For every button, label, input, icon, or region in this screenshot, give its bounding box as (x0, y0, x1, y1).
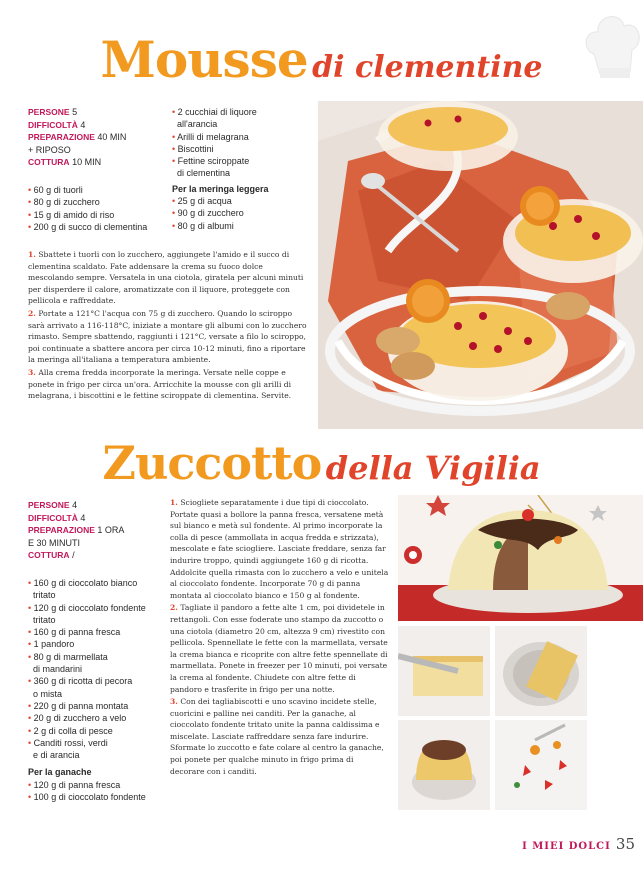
recipe2-meta (28, 499, 124, 562)
step: 2. Tagliate il pandoro a fette alte 1 cm, poi dividetele in rettangoli. Con esse foderate uno stampo da zuccotto o una ciotola (diametro 20 cm, altezza 9 cm) rivestito con pellicola. Spennellate le fette con la marmellata, versate la crema bianca e ricoprite con altre fette spennellate di marmellata. Ponete in freezer per 10 minuti, poi versate la crema al fondente. Chiudete con altre fette di pandoro e trasferite in frigo per una notte. (170, 603, 388, 694)
magazine-name: I MIEI DOLCI (522, 841, 611, 852)
recipe1-meta (28, 106, 126, 169)
meta-row: COTTURA / (28, 550, 75, 560)
ingredient-item: • 120 g di panna fresca (28, 779, 121, 790)
step: 2. Portate a 121°C l'acqua con 75 g di zucchero. Quando lo sciroppo sarà arrivato a 116-118°C, iniziate a montare gli albumi con lo zucchero rimasto. Sempre sbattendo, raggiunti i 121°C, versate a filo lo sciroppo, poi continuate a sbattere ancora per circa 10-12 minuti, fino a riportare la meringa all'italiana a temperatura ambiente. (28, 308, 307, 365)
ingredient-item: • Arilli di melagrana (172, 131, 249, 142)
ingredient-item: di mandarini (33, 664, 83, 675)
ingredient-item: o mista (33, 688, 63, 699)
ingredient-item: • Canditi rossi, verdi (28, 737, 108, 748)
recipe2-ingredients (28, 577, 146, 803)
zuccotto-main-photo (398, 495, 643, 621)
meta-row: PREPARAZIONE 1 ORA (28, 525, 125, 535)
recipe1-title-sub: di clementine (312, 50, 543, 85)
step: 3. Con dei tagliabiscotti e uno scavino incidete stelle, cuoricini e palline nei canditi. Per la ganache, al cioccolato fondente tritato unite la panna caldissima e miscelate. Lasciate raffreddare senza fare indurire. Sformate lo zuccotto e fate colare al centro la ganache, poi ponete per qualche minuto in frigo prima di decorare con i canditi. (170, 697, 384, 776)
ingredient-item: • 80 g di albumi (172, 220, 234, 231)
ganache-subhead: Per la ganache (28, 767, 92, 778)
ingredient-item: tritato (33, 614, 56, 625)
ingredient-item: • 100 g di cioccolato fondente (28, 792, 146, 803)
step: 3. Alla crema fredda incorporate la meringa. Versate nelle coppe e ponete in frigo per circa un'ora. Arricchite la mousse con gli arilli di melagrana, i biscottini e le fettine sciroppate di clementina. Servite. (28, 367, 292, 401)
ingredient-item: • 120 g di cioccolato fondente (28, 602, 146, 613)
ingredient-item: • 160 g di panna fresca (28, 627, 121, 638)
ingredient-item: • 200 g di succo di clementina (28, 221, 148, 232)
recipe2-steps (170, 497, 390, 778)
ingredient-item: • 90 g di zucchero (172, 208, 244, 219)
step-photo-canditi (495, 720, 587, 810)
recipe2-title-main: Zuccotto (102, 436, 322, 490)
ingredient-item: • 25 g di acqua (172, 196, 232, 207)
meta-row: PERSONE 4 (28, 500, 78, 510)
recipe1-title (0, 30, 643, 89)
ingredient-item: • 360 g di ricotta di pecora (28, 676, 133, 687)
ingredient-item: • Fettine sciroppate (172, 156, 250, 167)
step-photo-cut-pandoro (398, 626, 490, 716)
ingredient-item: e di arancia (33, 750, 80, 761)
meta-row: PERSONE 5 (28, 107, 78, 117)
recipe2-title (0, 436, 643, 490)
ingredient-item: tritato (33, 590, 56, 601)
step: 1. Sbattete i tuorli con lo zucchero, aggiungete l'amido e il succo di clementina scaldato. Fate addensare la crema su fuoco dolce mescolando sempre. Versatela in una ciotola, giratela per alcuni minuti per disperdere il calore, aromatizzate con il liquore, proteggete con pellicola e raffreddate. (28, 250, 304, 306)
ingredient-item: • 20 g di zucchero a velo (28, 713, 127, 724)
ingredient-item: • 2 cucchiai di liquore (172, 107, 257, 117)
ingredient-item: • 1 pandoro (28, 639, 75, 650)
ingredient-item: • 80 g di zucchero (28, 197, 100, 208)
meta-row: + RIPOSO (28, 144, 71, 155)
meta-row: COTTURA 10 MIN (28, 157, 102, 167)
mousse-photo (318, 101, 643, 429)
ingredient-item: • 80 g di marmellata (28, 651, 108, 662)
recipe1-ingredients-right (172, 106, 269, 232)
meta-row: E 30 MINUTI (28, 537, 81, 548)
ingredient-item: all'arancia (177, 119, 218, 130)
page-footer (460, 834, 635, 853)
step: 1. Sciogliete separatamente i due tipi di cioccolato. Portate quasi a bollore la panna fresca, versatene metà sul bianco e metà sul fondente. Al primo incorporate la colla di pesce (ammollata in acqua fredda e strizzata), mescolate e fate sciogliere. Lasciate freddare, senza far indurire troppo, quindi aggiungete 160 g di ricotta. Addolcite quella rimasta con lo zucchero a velo e unitela al cioccolato fondente. Incorporate 70 g di panna montata al cioccolato bianco e 150 g al fondente. (170, 498, 389, 600)
meringa-subhead: Per la meringa leggera (172, 183, 269, 194)
ingredient-item: • 15 g di amido di riso (28, 209, 115, 220)
ingredient-item: • Biscottini (172, 143, 214, 154)
recipe1-steps (28, 249, 310, 403)
recipe1-ingredients-left (28, 184, 147, 233)
meta-row: PREPARAZIONE 40 MIN (28, 132, 127, 142)
meta-row: DIFFICOLTÀ 4 (28, 119, 86, 130)
ingredient-item: di clementina (177, 168, 231, 179)
step-photo-line-mold (495, 626, 587, 716)
page-number: 35 (615, 835, 635, 853)
ingredient-item: • 160 g di cioccolato bianco (28, 578, 138, 588)
recipe2-title-sub: della Vigilia (325, 449, 541, 487)
recipe1-title-main: Mousse (100, 30, 308, 89)
ingredient-item: • 220 g di panna montata (28, 700, 129, 711)
meta-row: DIFFICOLTÀ 4 (28, 512, 86, 523)
step-photo-ganache (398, 720, 490, 810)
ingredient-item: • 60 g di tuorli (28, 185, 83, 195)
ingredient-item: • 2 g di colla di pesce (28, 725, 113, 736)
